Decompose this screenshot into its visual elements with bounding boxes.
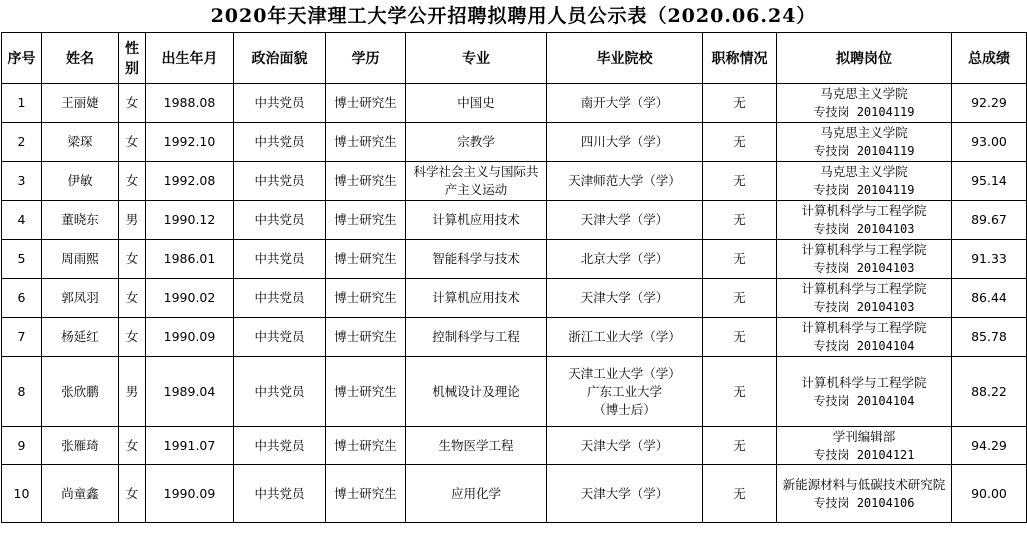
post-code: 专技岗 20104103	[813, 222, 915, 236]
header-name: 姓名	[42, 33, 119, 84]
cell-post	[777, 162, 952, 201]
page-title: 2020年天津理工大学公开招聘拟聘用人员公示表（2020.06.24）	[210, 5, 817, 27]
post-code: 专技岗 20104121	[813, 447, 915, 462]
header-no: 序号	[2, 33, 42, 84]
cell-no: 6	[2, 279, 42, 318]
cell-school	[547, 357, 703, 427]
cell-name: 张欣鹏	[42, 357, 119, 427]
cell-post	[777, 123, 952, 162]
cell-birth: 1992.10	[146, 123, 234, 162]
cell-major: 控制科学与工程	[406, 318, 547, 357]
cell-education: 博士研究生	[326, 123, 406, 162]
cell-school	[547, 240, 703, 279]
cell-birth: 1986.01	[146, 240, 234, 279]
cell-title: 无	[703, 279, 777, 318]
cell-birth: 1989.04	[146, 357, 234, 427]
cell-birth: 1990.09	[146, 318, 234, 357]
cell-major: 计算机应用技术	[406, 279, 547, 318]
cell-major: 应用化学	[406, 465, 547, 523]
cell-politics: 中共党员	[234, 465, 326, 523]
school-line: 四川大学（学）	[580, 134, 669, 149]
cell-post	[777, 279, 952, 318]
school-line: 天津工业大学（学）	[568, 365, 681, 381]
cell-score: 94.29	[952, 427, 1027, 465]
table-row	[2, 240, 1027, 279]
cell-name: 周雨熙	[42, 240, 119, 279]
cell-name: 尚童鑫	[42, 465, 119, 523]
post-department: 计算机科学与工程学院	[801, 281, 927, 296]
cell-no: 8	[2, 357, 42, 427]
cell-score: 91.33	[952, 240, 1027, 279]
cell-gender: 女	[119, 318, 146, 357]
cell-title: 无	[703, 465, 777, 523]
cell-post	[777, 240, 952, 279]
cell-name: 张雁琦	[42, 427, 119, 465]
cell-major: 科学社会主义与国际共产主义运动	[406, 162, 547, 201]
table-row	[2, 162, 1027, 201]
cell-score: 90.00	[952, 465, 1027, 523]
school-line: 天津师范大学（学）	[568, 173, 681, 188]
table-row	[2, 279, 1027, 318]
cell-score: 93.00	[952, 123, 1027, 162]
school-line: 广东工业大学	[586, 383, 662, 399]
school-line: 天津大学（学）	[580, 212, 669, 227]
cell-politics: 中共党员	[234, 357, 326, 427]
cell-school	[547, 279, 703, 318]
header-school: 毕业院校	[547, 33, 703, 84]
cell-gender: 女	[119, 123, 146, 162]
cell-school	[547, 123, 703, 162]
post-code: 专技岗 20104103	[813, 261, 915, 275]
table-row	[2, 123, 1027, 162]
cell-post	[777, 465, 952, 523]
cell-birth: 1992.08	[146, 162, 234, 201]
cell-title: 无	[703, 201, 777, 240]
cell-major: 生物医学工程	[406, 427, 547, 465]
cell-gender: 女	[119, 84, 146, 123]
header-title: 职称情况	[703, 33, 777, 84]
table-body	[2, 84, 1027, 523]
cell-major: 宗教学	[406, 123, 547, 162]
cell-name: 杨延红	[42, 318, 119, 357]
school-line: 天津大学（学）	[580, 437, 669, 453]
cell-no: 1	[2, 84, 42, 123]
post-department: 马克思主义学院	[820, 164, 908, 179]
header-education: 学历	[326, 33, 406, 84]
cell-politics: 中共党员	[234, 240, 326, 279]
cell-post	[777, 201, 952, 240]
cell-birth: 1990.02	[146, 279, 234, 318]
cell-major: 计算机应用技术	[406, 201, 547, 240]
cell-score: 85.78	[952, 318, 1027, 357]
cell-school	[547, 465, 703, 523]
cell-name: 王丽婕	[42, 84, 119, 123]
cell-gender: 男	[119, 357, 146, 427]
post-code: 专技岗 20104103	[813, 300, 915, 314]
cell-politics: 中共党员	[234, 162, 326, 201]
cell-name: 郭凤羽	[42, 279, 119, 318]
cell-gender: 女	[119, 279, 146, 318]
post-code: 专技岗 20104104	[813, 339, 915, 353]
cell-major: 中国史	[406, 84, 547, 123]
header-score: 总成绩	[952, 33, 1027, 84]
post-department: 学刊编辑部	[832, 428, 896, 444]
cell-politics: 中共党员	[234, 318, 326, 357]
cell-gender: 男	[119, 201, 146, 240]
table-row	[2, 427, 1027, 465]
header-major: 专业	[406, 33, 547, 84]
cell-score: 89.67	[952, 201, 1027, 240]
cell-no: 10	[2, 465, 42, 523]
cell-politics: 中共党员	[234, 201, 326, 240]
cell-education: 博士研究生	[326, 279, 406, 318]
cell-title: 无	[703, 123, 777, 162]
cell-post	[777, 357, 952, 427]
cell-politics: 中共党员	[234, 427, 326, 465]
cell-title: 无	[703, 84, 777, 123]
cell-no: 2	[2, 123, 42, 162]
cell-education: 博士研究生	[326, 318, 406, 357]
cell-post	[777, 84, 952, 123]
table-row	[2, 201, 1027, 240]
school-line: 天津大学（学）	[580, 290, 669, 305]
header-gender: 性别	[119, 33, 146, 84]
post-department: 计算机科学与工程学院	[801, 203, 927, 218]
school-line: 浙江工业大学（学）	[568, 329, 681, 344]
post-department: 计算机科学与工程学院	[801, 242, 927, 257]
table-row	[2, 318, 1027, 357]
cell-no: 3	[2, 162, 42, 201]
cell-politics: 中共党员	[234, 279, 326, 318]
cell-title: 无	[703, 318, 777, 357]
cell-school	[547, 201, 703, 240]
post-code: 专技岗 20104106	[813, 495, 915, 510]
school-line: 南开大学（学）	[580, 95, 669, 110]
cell-education: 博士研究生	[326, 84, 406, 123]
cell-no: 5	[2, 240, 42, 279]
cell-title: 无	[703, 240, 777, 279]
cell-score: 88.22	[952, 357, 1027, 427]
recruitment-table	[1, 32, 1027, 523]
cell-education: 博士研究生	[326, 465, 406, 523]
cell-post	[777, 318, 952, 357]
cell-gender: 女	[119, 465, 146, 523]
table-row	[2, 357, 1027, 427]
cell-education: 博士研究生	[326, 240, 406, 279]
post-code: 专技岗 20104119	[813, 144, 915, 158]
cell-major: 机械设计及理论	[406, 357, 547, 427]
school-line: 北京大学（学）	[580, 251, 669, 266]
cell-school	[547, 162, 703, 201]
cell-gender: 女	[119, 427, 146, 465]
cell-title: 无	[703, 427, 777, 465]
cell-name: 董晓东	[42, 201, 119, 240]
cell-score: 86.44	[952, 279, 1027, 318]
table-row	[2, 465, 1027, 523]
table-header-row	[2, 33, 1027, 84]
header-post: 拟聘岗位	[777, 33, 952, 84]
cell-birth: 1988.08	[146, 84, 234, 123]
cell-education: 博士研究生	[326, 201, 406, 240]
cell-major: 智能科学与技术	[406, 240, 547, 279]
post-department: 计算机科学与工程学院	[801, 374, 927, 390]
cell-gender: 女	[119, 162, 146, 201]
cell-name: 伊敏	[42, 162, 119, 201]
cell-no: 9	[2, 427, 42, 465]
post-department: 新能源材料与低碳技术研究院	[782, 476, 946, 492]
cell-score: 95.14	[952, 162, 1027, 201]
cell-birth: 1990.12	[146, 201, 234, 240]
post-code: 专技岗 20104119	[813, 183, 915, 197]
post-department: 计算机科学与工程学院	[801, 320, 927, 335]
cell-score: 92.29	[952, 84, 1027, 123]
cell-school	[547, 427, 703, 465]
cell-politics: 中共党员	[234, 84, 326, 123]
header-politics: 政治面貌	[234, 33, 326, 84]
cell-no: 7	[2, 318, 42, 357]
cell-name: 梁琛	[42, 123, 119, 162]
cell-politics: 中共党员	[234, 123, 326, 162]
cell-title: 无	[703, 162, 777, 201]
school-line: （博士后）	[593, 401, 656, 417]
post-department: 马克思主义学院	[820, 125, 908, 140]
post-department: 马克思主义学院	[820, 86, 908, 101]
cell-education: 博士研究生	[326, 357, 406, 427]
cell-birth: 1991.07	[146, 427, 234, 465]
cell-school	[547, 318, 703, 357]
cell-education: 博士研究生	[326, 162, 406, 201]
cell-education: 博士研究生	[326, 427, 406, 465]
post-code: 专技岗 20104104	[813, 393, 915, 408]
cell-no: 4	[2, 201, 42, 240]
cell-gender: 女	[119, 240, 146, 279]
cell-birth: 1990.09	[146, 465, 234, 523]
cell-school	[547, 84, 703, 123]
table-row	[2, 84, 1027, 123]
school-line: 天津大学（学）	[580, 485, 669, 501]
header-birth: 出生年月	[146, 33, 234, 84]
cell-post	[777, 427, 952, 465]
cell-title: 无	[703, 357, 777, 427]
post-code: 专技岗 20104119	[813, 105, 915, 119]
